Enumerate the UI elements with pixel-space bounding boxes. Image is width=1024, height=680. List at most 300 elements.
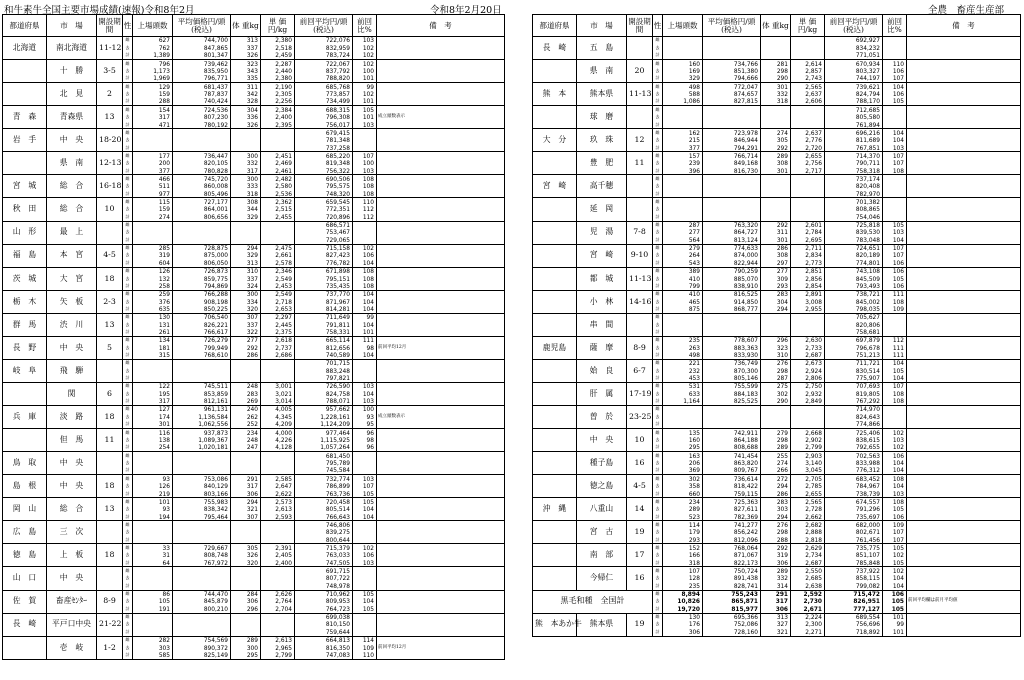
value-cell: 274 [761, 459, 791, 467]
value-cell: 64 [133, 559, 173, 567]
value-cell [353, 536, 377, 544]
value-cell: 850,225 [173, 306, 231, 314]
sex-cell: 雌 [123, 221, 133, 229]
value-cell [133, 613, 173, 621]
prefecture-cell: 栃 木 [3, 290, 47, 313]
value-cell: 108 [353, 283, 377, 291]
value-cell: 798,035 [825, 306, 883, 314]
value-cell: 131 [133, 321, 173, 329]
sex-cell: 雌 [653, 198, 663, 206]
sex-cell: 雌 [653, 244, 663, 252]
value-cell: 266 [761, 467, 791, 475]
period-cell: 20 [627, 60, 653, 83]
sex-cell: 計 [653, 582, 663, 590]
remark-cell [377, 544, 505, 567]
value-cell: 767,851 [825, 144, 883, 152]
value-cell: 908,198 [173, 298, 231, 306]
value-cell [703, 44, 761, 52]
value-cell [791, 406, 825, 414]
remark-cell: 前回平均12月 [377, 636, 505, 659]
sex-cell: 計 [653, 513, 663, 521]
remark-cell [907, 336, 1021, 359]
period-cell: 11 [97, 429, 123, 452]
value-cell: 2,271 [791, 628, 825, 636]
value-cell: 277 [663, 229, 703, 237]
prefecture-cell: 岡 山 [3, 498, 47, 521]
value-cell: 2,718 [261, 298, 295, 306]
value-cell: 725,406 [825, 429, 883, 437]
value-cell: 791,811 [295, 321, 353, 329]
remark-cell [377, 221, 505, 244]
value-cell: 674,557 [825, 498, 883, 506]
value-cell: 820,806 [825, 321, 883, 329]
remark-cell [377, 613, 505, 636]
sex-cell: 去 [653, 321, 663, 329]
prefecture-cell [533, 544, 577, 567]
prefecture-cell: 青 森 [3, 106, 47, 129]
value-cell: 297 [761, 259, 791, 267]
market-cell: 玖 珠 [577, 129, 627, 152]
value-cell: 756,017 [295, 121, 353, 129]
value-cell [133, 536, 173, 544]
value-cell: 755,243 [703, 590, 761, 598]
value-cell [353, 452, 377, 460]
value-cell [703, 175, 761, 183]
value-cell: 326 [231, 121, 261, 129]
value-cell: 304 [231, 106, 261, 114]
value-cell: 342 [231, 90, 261, 98]
value-cell: 306 [231, 598, 261, 606]
remark-cell: 成立頭数表示 [377, 106, 505, 129]
value-cell: 194 [133, 513, 173, 521]
sex-cell: 去 [123, 413, 133, 421]
value-cell: 110 [353, 198, 377, 206]
value-cell: 130 [663, 613, 703, 621]
value-cell: 104 [353, 306, 377, 314]
remark-cell [907, 498, 1021, 521]
value-cell: 868,777 [703, 306, 761, 314]
value-cell [261, 613, 295, 621]
value-cell: 689,554 [825, 613, 883, 621]
prefecture-cell [533, 359, 577, 382]
value-cell: 814,281 [295, 306, 353, 314]
sex-cell: 去 [653, 113, 663, 121]
value-cell: 104 [353, 598, 377, 606]
value-cell: 767,292 [825, 398, 883, 406]
table-row [533, 336, 1021, 344]
value-cell: 252 [231, 421, 261, 429]
value-cell: 851,107 [825, 552, 883, 560]
value-cell: 824,643 [825, 413, 883, 421]
value-cell [703, 421, 761, 429]
value-cell [173, 575, 231, 583]
value-cell: 102 [353, 60, 377, 68]
value-cell: 239 [663, 160, 703, 168]
value-cell [261, 529, 295, 537]
period-cell: 9-10 [627, 244, 653, 267]
sex-cell: 去 [653, 90, 663, 98]
sex-cell: 去 [123, 344, 133, 352]
value-cell: 103 [883, 144, 907, 152]
value-cell: 737,922 [825, 567, 883, 575]
sex-cell: 雌 [123, 267, 133, 275]
value-cell: 110 [883, 60, 907, 68]
remark-cell [377, 521, 505, 544]
value-cell: 301 [761, 236, 791, 244]
sex-cell: 去 [653, 367, 663, 375]
value-cell: 792,655 [825, 444, 883, 452]
value-cell: 320 [231, 559, 261, 567]
table-row [3, 382, 505, 390]
value-cell: 755,599 [703, 382, 761, 390]
value-cell: 791,296 [825, 505, 883, 513]
value-cell [761, 329, 791, 337]
table-row [3, 359, 505, 367]
value-cell [231, 529, 261, 537]
prefecture-cell [3, 636, 47, 659]
value-cell: 742,911 [703, 429, 761, 437]
value-cell [261, 359, 295, 367]
value-cell [353, 628, 377, 636]
value-cell: 240 [231, 406, 261, 414]
value-cell: 107 [883, 252, 907, 260]
period-cell [97, 359, 123, 382]
value-cell: 106 [883, 283, 907, 291]
value-cell: 2,190 [261, 83, 295, 91]
sex-cell: 雌 [653, 313, 663, 321]
value-cell: 683,452 [825, 475, 883, 483]
value-cell: 2,618 [261, 336, 295, 344]
sex-cell: 去 [653, 183, 663, 191]
value-cell: 681,450 [295, 452, 353, 460]
value-cell [761, 313, 791, 321]
value-cell: 108 [883, 398, 907, 406]
value-cell [173, 229, 231, 237]
value-cell: 166 [663, 552, 703, 560]
value-cell: 308 [231, 198, 261, 206]
period-cell [97, 221, 123, 244]
value-cell: 772,047 [703, 83, 761, 91]
prefecture-cell [3, 60, 47, 83]
value-cell: 794,869 [173, 283, 231, 291]
sex-cell: 計 [123, 283, 133, 291]
col-header-period: 開設期間 [97, 15, 123, 37]
value-cell: 276 [761, 521, 791, 529]
value-cell: 234 [663, 498, 703, 506]
value-cell: 834,232 [825, 44, 883, 52]
prefecture-cell [533, 452, 577, 475]
sex-cell: 雌 [653, 267, 663, 275]
value-cell: 104 [353, 298, 377, 306]
value-cell: 2,965 [261, 644, 295, 652]
table-row [533, 290, 1021, 298]
sex-cell: 計 [123, 444, 133, 452]
value-cell: 307 [231, 313, 261, 321]
market-table-left [2, 14, 505, 660]
value-cell [883, 52, 907, 60]
value-cell: 2,459 [261, 52, 295, 60]
value-cell: 104 [353, 390, 377, 398]
value-cell [703, 313, 761, 321]
col-header-pref: 都道府県 [533, 15, 577, 37]
value-cell [791, 329, 825, 337]
value-cell [883, 44, 907, 52]
value-cell [231, 575, 261, 583]
value-cell: 715,472 [825, 590, 883, 598]
value-cell: 162 [663, 129, 703, 137]
value-cell: 105 [133, 598, 173, 606]
remark-cell [907, 382, 1021, 405]
value-cell: 303 [133, 644, 173, 652]
value-cell: 31 [133, 552, 173, 560]
value-cell: 736,447 [173, 152, 231, 160]
value-cell: 874,657 [703, 90, 761, 98]
value-cell: 2,297 [261, 313, 295, 321]
value-cell: 283 [761, 290, 791, 298]
sex-cell: 去 [653, 67, 663, 75]
value-cell: 306 [663, 628, 703, 636]
value-cell: 835,950 [173, 67, 231, 75]
value-cell: 884,183 [703, 390, 761, 398]
sex-cell: 計 [123, 236, 133, 244]
value-cell: 531 [663, 382, 703, 390]
sex-cell: 去 [123, 321, 133, 329]
sex-cell: 去 [123, 644, 133, 652]
value-cell: 701,382 [825, 198, 883, 206]
value-cell: 3,045 [791, 467, 825, 475]
value-cell: 718,892 [825, 628, 883, 636]
value-cell: 106 [883, 590, 907, 598]
value-cell: 169 [663, 67, 703, 75]
value-cell: 465 [663, 298, 703, 306]
value-cell [663, 198, 703, 206]
value-cell: 191 [133, 605, 173, 613]
period-cell: 23-25 [627, 406, 653, 429]
sex-cell: 去 [123, 252, 133, 260]
value-cell: 310 [761, 352, 791, 360]
value-cell: 807,722 [295, 575, 353, 583]
value-cell: 750,724 [703, 567, 761, 575]
value-cell: 807,230 [173, 113, 231, 121]
value-cell [353, 521, 377, 529]
value-cell [133, 529, 173, 537]
value-cell [133, 467, 173, 475]
value-cell: 294 [761, 306, 791, 314]
value-cell: 794,291 [703, 144, 761, 152]
period-cell: 8-9 [627, 336, 653, 359]
sex-cell: 計 [653, 167, 663, 175]
market-cell: 青森県 [47, 106, 97, 129]
value-cell: 778,607 [703, 336, 761, 344]
value-cell [791, 413, 825, 421]
value-cell: 809,953 [295, 598, 353, 606]
value-cell [663, 413, 703, 421]
value-cell: 1,115,925 [295, 436, 353, 444]
remark-cell [377, 498, 505, 521]
value-cell: 102 [883, 429, 907, 437]
sex-cell: 計 [653, 329, 663, 337]
sex-cell: 計 [653, 75, 663, 83]
value-cell: 801,347 [173, 52, 231, 60]
value-cell: 864,188 [703, 436, 761, 444]
value-cell: 104 [353, 352, 377, 360]
value-cell [231, 467, 261, 475]
value-cell: 314 [761, 582, 791, 590]
value-cell [133, 452, 173, 460]
value-cell: 822,944 [703, 259, 761, 267]
value-cell: 758,331 [295, 329, 353, 337]
sex-cell: 去 [653, 344, 663, 352]
col-header-prev-ratio: 前回比% [353, 15, 377, 37]
value-cell: 93 [133, 475, 173, 483]
remark-cell [907, 290, 1021, 313]
prefecture-cell [533, 60, 577, 83]
value-cell [663, 175, 703, 183]
value-cell: 2,622 [261, 490, 295, 498]
value-cell [261, 567, 295, 575]
prefecture-cell [533, 521, 577, 544]
value-cell [353, 467, 377, 475]
value-cell: 311 [231, 83, 261, 91]
value-cell [173, 621, 231, 629]
value-cell [231, 136, 261, 144]
value-cell: 176 [663, 621, 703, 629]
value-cell: 772,351 [295, 206, 353, 214]
value-cell: 2,469 [261, 160, 295, 168]
value-cell [883, 213, 907, 221]
remark-cell [377, 129, 505, 152]
table-row [3, 452, 505, 460]
value-cell: 104 [883, 136, 907, 144]
col-header-prev-avg: 前回平均円/頭(税込) [295, 15, 353, 37]
prefecture-cell [533, 290, 577, 313]
value-cell: 101 [353, 329, 377, 337]
market-cell: 中 央 [47, 452, 97, 475]
value-cell: 748,978 [295, 582, 353, 590]
col-header-prev-avg: 前回平均円/頭(税込) [825, 15, 883, 37]
sex-cell: 雌 [123, 83, 133, 91]
value-cell: 745,511 [173, 382, 231, 390]
market-cell: 本 宮 [47, 244, 97, 267]
sex-cell: 計 [653, 259, 663, 267]
value-cell [791, 37, 825, 45]
value-cell [791, 52, 825, 60]
value-cell: 2,593 [261, 513, 295, 521]
value-cell: 1,173 [133, 67, 173, 75]
sex-cell: 計 [123, 559, 133, 567]
market-cell: 三 次 [47, 521, 97, 544]
value-cell: 2,756 [791, 160, 825, 168]
value-cell: 206 [663, 459, 703, 467]
value-cell [703, 198, 761, 206]
market-cell: 延 岡 [577, 198, 627, 221]
value-cell [353, 136, 377, 144]
value-cell: 247 [231, 444, 261, 452]
prefecture-cell: 熊 本あか牛 [533, 613, 577, 636]
value-cell: 160 [663, 436, 703, 444]
value-cell: 106 [883, 259, 907, 267]
value-cell: 805,580 [825, 113, 883, 121]
value-cell: 725,818 [825, 221, 883, 229]
value-cell [663, 183, 703, 191]
value-cell: 874,000 [703, 252, 761, 260]
value-cell: 2,451 [261, 152, 295, 160]
value-cell: 234 [231, 429, 261, 437]
value-cell: 752,086 [703, 621, 761, 629]
sex-cell: 去 [653, 505, 663, 513]
value-cell: 764,723 [295, 605, 353, 613]
value-cell: 337 [231, 321, 261, 329]
value-cell [231, 582, 261, 590]
market-cell: 高千穂 [577, 175, 627, 198]
value-cell: 736,749 [703, 359, 761, 367]
value-cell: 744,470 [173, 590, 231, 598]
value-cell: 2,955 [791, 306, 825, 314]
prefecture-cell: 長 崎 [533, 37, 577, 60]
total-label: 黒毛和種 全国計 [533, 590, 653, 613]
market-cell: 総 合 [47, 175, 97, 198]
prefecture-cell [3, 83, 47, 106]
value-cell: 293 [761, 283, 791, 291]
value-cell: 782,369 [703, 513, 761, 521]
value-cell: 317 [133, 113, 173, 121]
value-cell [353, 367, 377, 375]
market-cell: 宮 古 [577, 521, 627, 544]
sex-cell: 計 [653, 121, 663, 129]
value-cell [133, 582, 173, 590]
sex-cell: 計 [123, 121, 133, 129]
value-cell: 1,089,367 [173, 436, 231, 444]
value-cell [761, 121, 791, 129]
value-cell [761, 175, 791, 183]
value-cell: 369 [663, 467, 703, 475]
table-row [533, 406, 1021, 414]
period-cell: 19 [627, 613, 653, 636]
value-cell [791, 175, 825, 183]
sex-cell: 計 [653, 236, 663, 244]
value-cell [353, 613, 377, 621]
value-cell: 783,048 [825, 236, 883, 244]
value-cell: 2,711 [791, 244, 825, 252]
value-cell [261, 459, 295, 467]
value-cell: 759,644 [295, 628, 353, 636]
prefecture-cell: 山 口 [3, 567, 47, 590]
value-cell: 805,146 [703, 375, 761, 383]
value-cell [703, 37, 761, 45]
table-row [3, 336, 505, 344]
value-cell: 914,850 [703, 298, 761, 306]
value-cell: 292 [231, 344, 261, 352]
prefecture-cell [533, 152, 577, 175]
prefecture-cell [533, 567, 577, 590]
value-cell: 727,177 [173, 198, 231, 206]
period-cell: 18 [97, 406, 123, 429]
value-cell: 724,536 [173, 106, 231, 114]
prefecture-cell: 鹿児島 [533, 336, 577, 359]
value-cell: 728,875 [173, 244, 231, 252]
value-cell: 2,733 [791, 344, 825, 352]
value-cell [231, 236, 261, 244]
sex-cell: 去 [653, 206, 663, 214]
value-cell: 389 [663, 267, 703, 275]
value-cell: 697,879 [825, 336, 883, 344]
remark-cell [377, 382, 505, 405]
value-cell: 712,685 [825, 106, 883, 114]
value-cell: 743,108 [825, 267, 883, 275]
sex-cell: 去 [123, 206, 133, 214]
value-cell: 812,096 [703, 536, 761, 544]
value-cell: 761,456 [825, 536, 883, 544]
